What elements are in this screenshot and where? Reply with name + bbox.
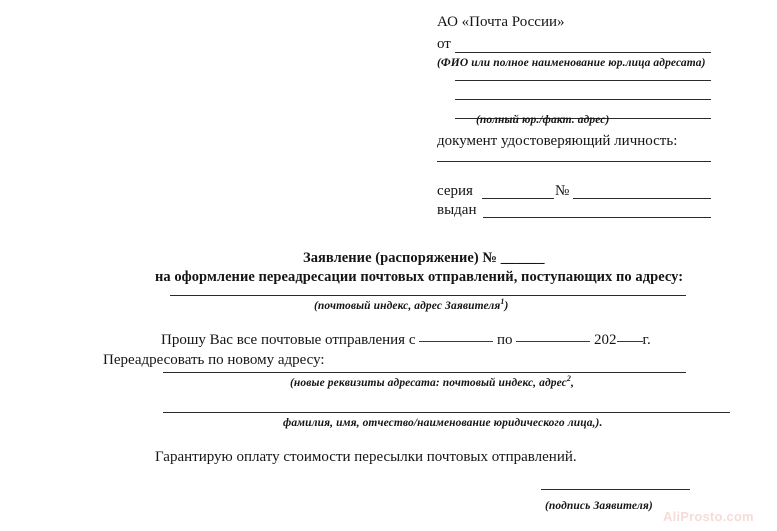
year-prefix: 202: [594, 332, 617, 348]
address-blank-line-1[interactable]: [455, 80, 711, 81]
date-from-blank[interactable]: [419, 341, 493, 342]
site-watermark: AliProsto.com: [663, 509, 754, 524]
number-blank-line[interactable]: [573, 198, 711, 199]
issued-label: выдан: [437, 202, 477, 218]
from-label: от: [437, 36, 451, 52]
new-address-blank-line-1[interactable]: [163, 372, 686, 373]
identity-document-blank-line[interactable]: [437, 161, 711, 162]
footnote-marker-1: 1: [500, 297, 505, 307]
address-blank-line-2[interactable]: [455, 99, 711, 100]
caption-new-address-1-tail: ,: [571, 377, 574, 389]
caption-applicant-address-tail: ): [504, 300, 509, 312]
number-label: №: [555, 183, 570, 199]
caption-new-address-1: [290, 374, 574, 390]
caption-new-address-2: фамилия, имя, отчество/наименование юридического лица,).: [283, 417, 603, 429]
organization-name: АО «Почта России»: [437, 14, 565, 30]
request-text-line2: Переадресовать по новому адресу:: [103, 351, 325, 368]
caption-signature: (подпись Заявителя): [545, 500, 653, 512]
year-blank[interactable]: [617, 341, 643, 342]
caption-new-address-1-text: (новые реквизиты адресата: почтовый индекс, адрес: [290, 377, 567, 389]
series-blank-line[interactable]: [482, 198, 554, 199]
from-blank-line[interactable]: [455, 52, 711, 53]
new-address-blank-line-2[interactable]: [163, 412, 730, 413]
applicant-address-blank-line[interactable]: [170, 295, 686, 296]
request-text-part2: по: [497, 332, 513, 348]
caption-addressee-address: (полный юр./факт. адрес): [476, 114, 610, 126]
caption-applicant-address: [314, 297, 509, 313]
caption-applicant-address-text: (почтовый индекс, адрес Заявителя: [314, 300, 501, 312]
page-title-line2: на оформление переадресации почтовых отправлений, поступающих по адресу:: [155, 269, 684, 285]
footnote-marker-2: 2: [566, 374, 571, 384]
page-title-line1: Заявление (распоряжение) № ______: [303, 250, 545, 266]
issued-blank-line[interactable]: [483, 217, 711, 218]
date-to-blank[interactable]: [516, 341, 590, 342]
request-text-part1: Прошу Вас все почтовые отправления с: [161, 332, 416, 348]
signature-blank-line[interactable]: [541, 489, 690, 490]
guarantee-statement: Гарантирую оплату стоимости пересылки почтовых отправлений.: [155, 449, 577, 465]
request-paragraph: [103, 331, 687, 371]
series-label: серия: [437, 183, 473, 199]
caption-addressee-name: (ФИО или полное наименование юр.лица адресата): [437, 57, 706, 69]
identity-document-label: документ удостоверяющий личность:: [437, 133, 678, 149]
year-suffix: г.: [642, 332, 651, 348]
